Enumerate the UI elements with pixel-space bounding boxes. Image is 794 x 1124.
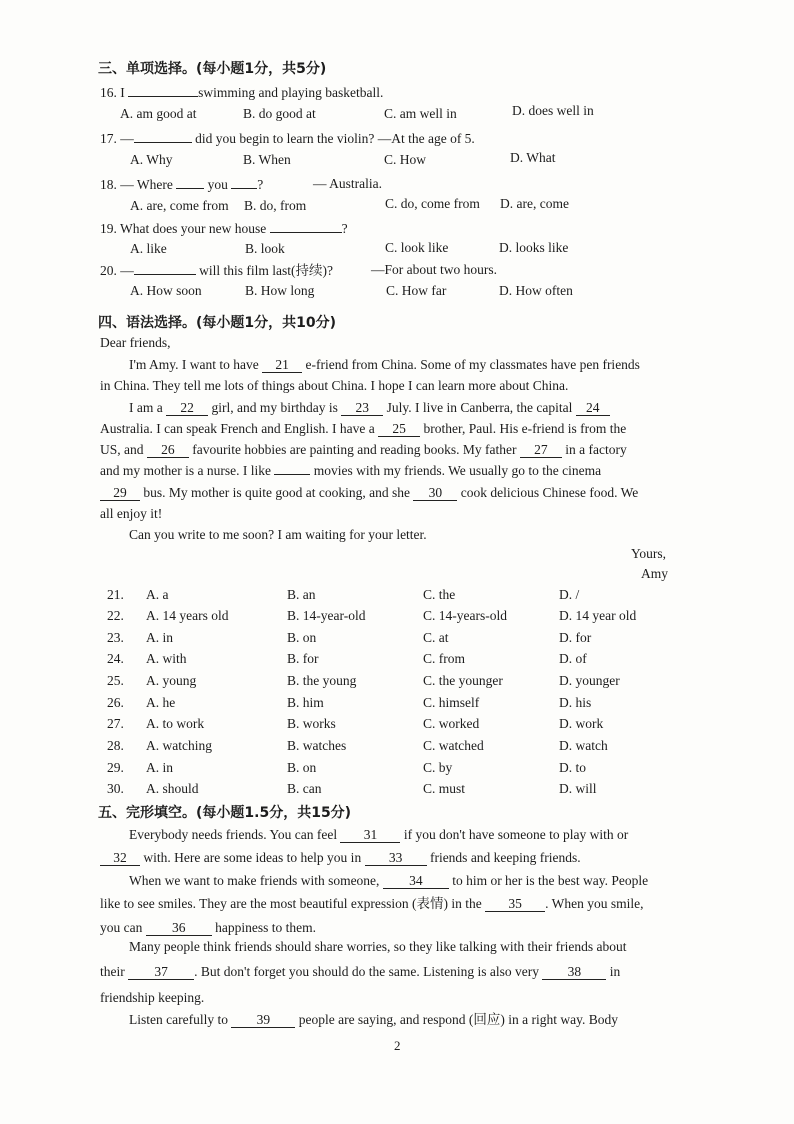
q17-option-c[interactable]: C. How [384, 152, 427, 167]
cloze-text: . But don't forget you should do the same. Listening is also very [194, 964, 540, 979]
page-number: 2 [394, 1038, 401, 1053]
q17-option-a[interactable]: A. Why [130, 152, 173, 167]
q16-option-c[interactable]: C. am well in [384, 106, 457, 121]
option-b[interactable]: B. on [287, 760, 317, 775]
q20-stem-end: will this film last(持续)? [199, 263, 333, 278]
option-c[interactable]: C. the younger [423, 673, 503, 688]
blank-37[interactable]: 37 [128, 964, 194, 980]
letter-line-9: Can you write to me soon? I am waiting for your letter. [129, 527, 427, 542]
letter-line-3 [129, 399, 610, 417]
q17-option-b[interactable]: B. When [243, 152, 291, 167]
option-a[interactable]: A. in [146, 630, 173, 645]
blank-23[interactable]: 23 [341, 400, 383, 416]
option-d[interactable]: D. will [559, 781, 597, 796]
cloze-text: their [100, 964, 125, 979]
option-c[interactable]: C. 14-years-old [423, 608, 507, 623]
cloze-text: . When you smile, [545, 896, 644, 911]
cloze-text: friends and keeping friends. [429, 850, 581, 865]
q20-option-c[interactable]: C. How far [386, 283, 447, 298]
table-row [0, 651, 794, 671]
letter-text: movies with my friends. We usually go to the cinema [313, 463, 602, 478]
cloze-text: Everybody needs friends. You can feel [129, 827, 338, 842]
table-row [0, 587, 794, 607]
option-d[interactable]: D. 14 year old [559, 608, 637, 623]
letter-text: brother, Paul. His e-friend is from the [423, 421, 627, 436]
letter-line-2: in China. They tell me lots of things about China. I hope I can learn more about China. [100, 378, 569, 393]
q19-option-c[interactable]: C. look like [385, 240, 449, 255]
question-number: 30. [107, 781, 124, 796]
cloze-line-9 [129, 1011, 618, 1029]
letter-text: favourite hobbies are painting and reading books. My father [192, 442, 517, 457]
cloze-line-7 [100, 963, 620, 981]
q20-answer: —For about two hours. [371, 262, 497, 277]
option-d[interactable]: D. / [559, 587, 580, 602]
q20-option-a[interactable]: A. How soon [130, 283, 202, 298]
question-number: 28. [107, 738, 124, 753]
question-number: 27. [107, 716, 124, 731]
q17-stem-end: did you begin to learn the violin? —At the age of 5. [195, 131, 475, 146]
table-row [0, 608, 794, 628]
option-c[interactable]: C. from [423, 651, 465, 666]
table-row [0, 760, 794, 780]
option-a[interactable]: A. watching [146, 738, 212, 753]
letter-text: in a factory [565, 442, 627, 457]
blank-32[interactable]: 32 [100, 850, 140, 866]
letter-text: US, and [100, 442, 144, 457]
table-row [0, 630, 794, 650]
letter-line-8: all enjoy it! [100, 506, 163, 521]
cloze-line-6: Many people think friends should share worries, so they like talking with their friends about [129, 939, 627, 954]
blank-30[interactable]: 30 [413, 485, 457, 501]
q18-stem-end: ? [257, 177, 264, 192]
q20-option-d[interactable]: D. How often [499, 283, 573, 298]
letter-closing: Yours, [631, 546, 667, 561]
option-d[interactable]: D. watch [559, 738, 608, 753]
blank-36[interactable]: 36 [146, 920, 212, 936]
blank-35[interactable]: 35 [485, 896, 545, 912]
option-c[interactable]: C. watched [423, 738, 484, 753]
cloze-text: happiness to them. [215, 920, 316, 935]
blank-39[interactable]: 39 [231, 1012, 295, 1028]
q17-blank[interactable] [134, 142, 192, 143]
blank-31[interactable]: 31 [340, 827, 400, 843]
blank-29[interactable]: 29 [100, 485, 140, 501]
q18-stem: 18. — Where [100, 177, 173, 192]
option-a[interactable]: A. in [146, 760, 173, 775]
letter-text: I am a [129, 400, 163, 415]
question-number: 23. [107, 630, 124, 645]
q18-answer: — Australia. [313, 176, 382, 191]
question-number: 24. [107, 651, 124, 666]
option-b[interactable]: B. an [287, 587, 316, 602]
blank-38[interactable]: 38 [542, 964, 606, 980]
letter-signature: Amy [641, 566, 668, 581]
cloze-line-2 [100, 849, 581, 867]
option-b[interactable]: B. on [287, 630, 317, 645]
letter-line-1 [129, 356, 640, 374]
cloze-text: Listen carefully to [129, 1012, 228, 1027]
q20-option-b[interactable]: B. How long [245, 283, 315, 298]
question-17 [100, 130, 475, 148]
option-a[interactable]: A. should [146, 781, 199, 796]
q16-stem: 16. I [100, 85, 125, 100]
option-d[interactable]: D. work [559, 716, 604, 731]
option-b[interactable]: B. can [287, 781, 322, 796]
q18-option-d[interactable]: D. are, come [500, 196, 569, 211]
q16-stem-end: swimming and playing basketball. [198, 85, 384, 100]
table-row [0, 716, 794, 736]
question-number: 26. [107, 695, 124, 710]
letter-greeting: Dear friends, [100, 335, 171, 350]
cloze-text: with. Here are some ideas to help you in [143, 850, 362, 865]
letter-line-6 [100, 462, 601, 480]
table-row [0, 781, 794, 801]
letter-line-5 [100, 441, 627, 459]
table-row [0, 738, 794, 758]
option-c[interactable]: C. must [423, 781, 466, 796]
cloze-text: you can [100, 920, 143, 935]
option-b[interactable]: B. 14-year-old [287, 608, 366, 623]
q19-option-b[interactable]: B. look [245, 241, 285, 256]
q16-option-d[interactable]: D. does well in [512, 103, 594, 118]
q17-stem: 17. — [100, 131, 134, 146]
option-a[interactable]: A. young [146, 673, 197, 688]
question-number: 22. [107, 608, 124, 623]
option-c[interactable]: C. by [423, 760, 453, 775]
section-4-heading: 四、语法选择。(每小题1分，共10分) [98, 315, 337, 331]
table-row [0, 673, 794, 693]
table-row [0, 695, 794, 715]
q19-stem-end: ? [341, 221, 348, 236]
cloze-text: When we want to make friends with someone, [129, 873, 380, 888]
question-number: 29. [107, 760, 124, 775]
option-b[interactable]: B. works [287, 716, 336, 731]
q17-option-d[interactable]: D. What [510, 150, 556, 165]
cloze-text: in [609, 964, 621, 979]
letter-text: bus. My mother is quite good at cooking, and she [143, 485, 410, 500]
option-b[interactable]: B. him [287, 695, 324, 710]
option-d[interactable]: D. to [559, 760, 586, 775]
blank-28[interactable] [274, 474, 310, 475]
q19-option-a[interactable]: A. like [130, 241, 167, 256]
option-d[interactable]: D. of [559, 651, 587, 666]
cloze-line-1 [129, 826, 628, 844]
option-b[interactable]: B. for [287, 651, 319, 666]
q20-stem: 20. — [100, 263, 134, 278]
cloze-line-8: friendship keeping. [100, 990, 205, 1005]
letter-text: Australia. I can speak French and English. I have a [100, 421, 375, 436]
cloze-text: to him or her is the best way. People [452, 873, 649, 888]
blank-22[interactable]: 22 [166, 400, 208, 416]
blank-26[interactable]: 26 [147, 442, 189, 458]
option-c[interactable]: C. worked [423, 716, 480, 731]
option-a[interactable]: A. to work [146, 716, 205, 731]
cloze-line-3 [129, 872, 648, 890]
letter-line-4 [100, 420, 626, 438]
q16-option-b[interactable]: B. do good at [243, 106, 316, 121]
q20-blank[interactable] [134, 274, 196, 275]
option-c[interactable]: C. at [423, 630, 449, 645]
q19-blank[interactable] [270, 232, 342, 233]
option-d[interactable]: D. younger [559, 673, 620, 688]
section-5-heading: 五、完形填空。(每小题1.5分，共15分) [98, 805, 352, 821]
q18-stem-mid: you [207, 177, 228, 192]
q18-option-c[interactable]: C. do, come from [385, 196, 480, 211]
option-b[interactable]: B. the young [287, 673, 357, 688]
option-a[interactable]: A. 14 years old [146, 608, 229, 623]
cloze-line-4 [100, 895, 644, 913]
option-c[interactable]: C. himself [423, 695, 480, 710]
letter-text: e-friend from China. Some of my classmates have pen friends [305, 357, 640, 372]
letter-text: girl, and my birthday is [211, 400, 338, 415]
q18-option-b[interactable]: B. do, from [244, 198, 307, 213]
question-20 [100, 262, 333, 280]
letter-line-7 [100, 484, 638, 502]
question-18 [100, 176, 263, 194]
blank-21[interactable]: 21 [262, 357, 302, 373]
cloze-text: like to see smiles. They are the most beautiful expression (表情) in the [100, 896, 482, 911]
letter-text: July. I live in Canberra, the capital [386, 400, 573, 415]
blank-24[interactable]: 24 [576, 400, 610, 416]
q19-stem: 19. What does your new house [100, 221, 267, 236]
question-number: 25. [107, 673, 124, 688]
blank-25[interactable]: 25 [378, 421, 420, 437]
blank-27[interactable]: 27 [520, 442, 562, 458]
option-b[interactable]: B. watches [287, 738, 347, 753]
q16-option-a[interactable]: A. am good at [120, 106, 197, 121]
question-19 [100, 220, 348, 238]
cloze-text: people are saying, and respond (回应) in a right way. Body [298, 1012, 619, 1027]
option-a[interactable]: A. a [146, 587, 169, 602]
q19-option-d[interactable]: D. looks like [499, 240, 569, 255]
q18-blank-2[interactable] [231, 188, 257, 189]
q18-blank-1[interactable] [176, 188, 204, 189]
option-a[interactable]: A. with [146, 651, 187, 666]
blank-33[interactable]: 33 [365, 850, 427, 866]
question-number: 21. [107, 587, 124, 602]
option-d[interactable]: D. his [559, 695, 592, 710]
q18-option-a[interactable]: A. are, come from [130, 198, 229, 213]
blank-34[interactable]: 34 [383, 873, 449, 889]
letter-text: cook delicious Chinese food. We [460, 485, 639, 500]
letter-text: and my mother is a nurse. I like [100, 463, 271, 478]
option-c[interactable]: C. the [423, 587, 456, 602]
letter-text: I'm Amy. I want to have [129, 357, 259, 372]
cloze-text: if you don't have someone to play with or [403, 827, 629, 842]
section-3-heading: 三、单项选择。(每小题1分，共5分) [98, 61, 327, 77]
option-a[interactable]: A. he [146, 695, 176, 710]
cloze-line-5 [100, 919, 316, 937]
option-d[interactable]: D. for [559, 630, 592, 645]
question-16 [100, 84, 383, 102]
q16-blank[interactable] [128, 96, 198, 97]
